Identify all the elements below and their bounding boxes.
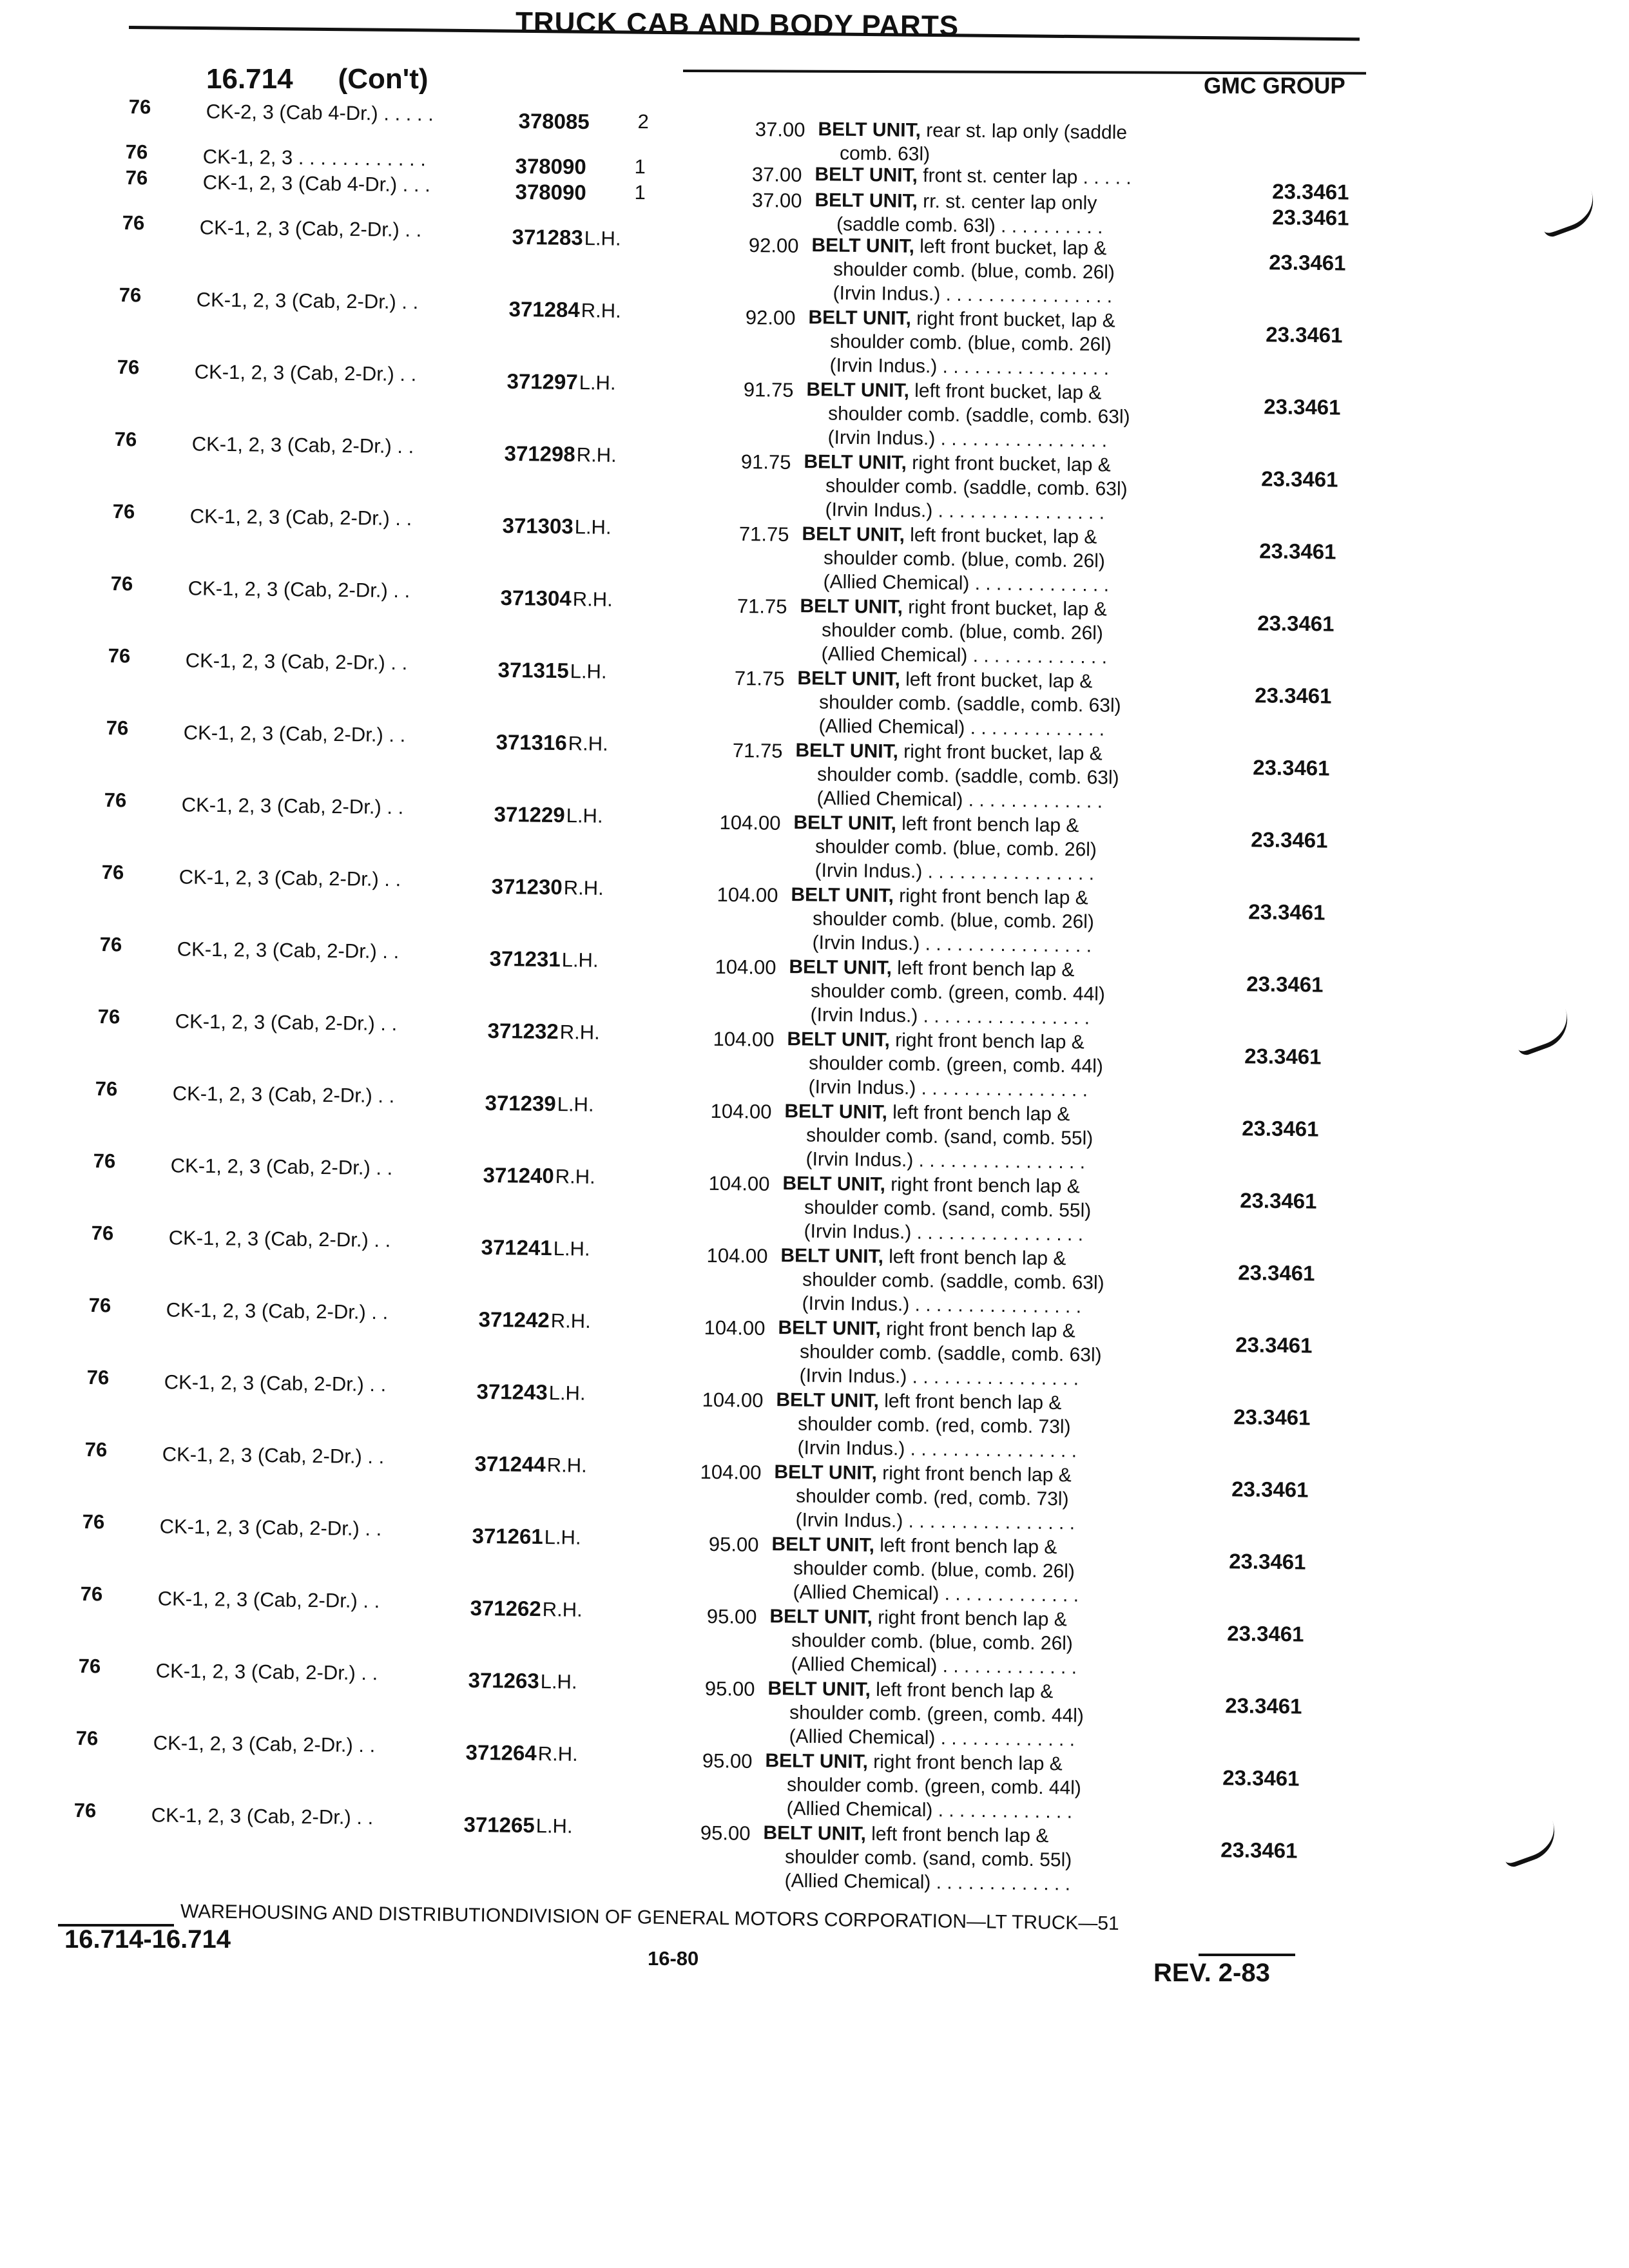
- description-name: BELT UNIT,: [776, 1389, 880, 1412]
- description-line: (Allied Chemical) . . . . . . . . . . . . .: [784, 1870, 1071, 1895]
- group-code-cell: 23.3461: [1264, 394, 1341, 419]
- part-number-cell: [468, 1668, 577, 1694]
- part-number: 371240: [483, 1162, 554, 1188]
- year-cell: 76: [78, 1655, 101, 1678]
- model-cell: CK-1, 2, 3 (Cab, 2-Dr.) . .: [166, 1298, 389, 1324]
- description-name: BELT UNIT,: [795, 740, 899, 762]
- description-name: BELT UNIT,: [800, 595, 903, 618]
- part-number: 371265: [463, 1812, 535, 1838]
- description-text: left front bench lap &: [896, 812, 1079, 837]
- side-label: L.H.: [548, 1381, 586, 1405]
- description-text: right front bench lap &: [893, 885, 1088, 909]
- description-name: BELT UNIT,: [802, 523, 905, 546]
- price-cell: 92.00: [745, 306, 796, 329]
- description-line: (Irvin Indus.) . . . . . . . . . . . . . . . .: [825, 499, 1105, 524]
- side-label: R.H.: [542, 1598, 583, 1621]
- description-line: (Allied Chemical) . . . . . . . . . . . . .: [789, 1725, 1075, 1751]
- description-text: right front bucket, lap &: [902, 596, 1107, 620]
- description-line: (Irvin Indus.) . . . . . . . . . . . . . . . .: [812, 932, 1092, 957]
- group-code-cell: 23.3461: [1244, 1044, 1322, 1069]
- year-cell: 76: [86, 1366, 110, 1389]
- description-name: BELT UNIT,: [767, 1678, 871, 1700]
- description-text: front st. center lap . . . . .: [917, 164, 1132, 189]
- description-text: rr. st. center lap only: [917, 190, 1097, 215]
- side-label: R.H.: [568, 732, 608, 755]
- description-line: (Irvin Indus.) . . . . . . . . . . . . . . . .: [804, 1220, 1084, 1245]
- description-line: (Allied Chemical) . . . . . . . . . . . . .: [821, 643, 1108, 668]
- group-code-cell: 23.3461: [1235, 1332, 1313, 1358]
- year-cell: 76: [128, 95, 151, 119]
- year-cell: 76: [75, 1727, 99, 1750]
- year-cell: 76: [119, 284, 142, 307]
- group-code-cell: 23.3461: [1257, 611, 1335, 636]
- group-code-cell: 23.3461: [1246, 972, 1324, 997]
- footer-division-text: WAREHOUSING AND DISTRIBUTIONDIVISION OF GENERAL MOTORS CORPORATION—LT TRUCK—51: [180, 1901, 1119, 1935]
- part-number-cell: [515, 180, 588, 205]
- description-name: BELT UNIT,: [789, 956, 892, 979]
- part-number: 371261: [472, 1523, 543, 1549]
- year-cell: 76: [110, 572, 133, 595]
- part-number-cell: [476, 1379, 585, 1405]
- year-cell: 76: [95, 1077, 118, 1100]
- description-line: shoulder comb. (blue, comb. 26l): [823, 547, 1106, 572]
- model-cell: CK-1, 2, 3 (Cab, 2-Dr.) . .: [181, 793, 404, 819]
- description-line: shoulder comb. (saddle, comb. 63l): [827, 403, 1130, 428]
- part-number-cell: [465, 1740, 578, 1766]
- description-line: shoulder comb. (blue, comb. 26l): [791, 1629, 1074, 1655]
- model-cell: CK-1, 2, 3 (Cab, 2-Dr.) . .: [188, 577, 410, 602]
- part-number: 371239: [485, 1090, 556, 1116]
- model-cell: CK-1, 2, 3 (Cab, 2-Dr.) . .: [168, 1226, 391, 1252]
- part-number: 371316: [496, 729, 567, 755]
- model-cell: CK-2, 3 (Cab 4-Dr.) . . . . .: [206, 100, 434, 126]
- side-label: R.H.: [576, 443, 617, 466]
- part-number: 371263: [468, 1667, 539, 1693]
- description-line: (Irvin Indus.) . . . . . . . . . . . . . . . .: [827, 427, 1108, 452]
- description-name: BELT UNIT,: [763, 1822, 867, 1845]
- group-code-cell: 23.3461: [1255, 683, 1332, 708]
- description-text: right front bucket, lap &: [898, 740, 1103, 765]
- model-cell: CK-1, 2, 3 (Cab, 2-Dr.) . .: [172, 1082, 395, 1108]
- side-label: L.H.: [557, 1093, 594, 1116]
- description-name: BELT UNIT,: [815, 189, 918, 212]
- year-cell: 76: [80, 1582, 103, 1606]
- footer-rule-right: [1199, 1954, 1295, 1956]
- price-cell: 91.75: [743, 378, 794, 401]
- side-label: L.H.: [553, 1237, 590, 1260]
- year-cell: 76: [101, 861, 124, 884]
- price-cell: 71.75: [738, 523, 789, 546]
- year-cell: 76: [114, 428, 137, 451]
- part-number-cell: [472, 1524, 581, 1550]
- side-label: L.H.: [540, 1670, 577, 1693]
- description-line: shoulder comb. (saddle, comb. 63l): [818, 691, 1121, 716]
- model-cell: CK-1, 2, 3 (Cab, 2-Dr.) . .: [151, 1803, 374, 1829]
- part-number-cell: [508, 297, 621, 323]
- description-text: right front bench lap &: [867, 1751, 1063, 1775]
- price-cell: 104.00: [715, 955, 776, 979]
- footer-range: 16.714-16.714: [64, 1925, 231, 1954]
- part-number: 371230: [491, 874, 563, 899]
- description-line: shoulder comb. (red, comb. 73l): [795, 1485, 1069, 1510]
- price-cell: 104.00: [708, 1171, 770, 1195]
- price-cell: 92.00: [748, 234, 799, 257]
- model-cell: CK-1, 2, 3 (Cab, 2-Dr.) . .: [155, 1659, 378, 1685]
- description-line: (Allied Chemical) . . . . . . . . . . . . .: [816, 787, 1103, 812]
- model-cell: CK-1, 2, 3 (Cab, 2-Dr.) . .: [170, 1154, 393, 1180]
- description-text: left front bucket, lap &: [900, 668, 1093, 693]
- year-cell: 76: [122, 211, 145, 235]
- description-text: right front bench lap &: [872, 1606, 1067, 1631]
- side-label: R.H.: [563, 876, 604, 899]
- description-name: BELT UNIT,: [778, 1317, 882, 1340]
- price-cell: 37.00: [755, 118, 805, 141]
- description-line: (Irvin Indus.) . . . . . . . . . . . . . . . .: [808, 1076, 1088, 1101]
- description-text: left front bench lap &: [878, 1390, 1062, 1414]
- year-cell: 76: [73, 1799, 97, 1822]
- description-line: comb. 63l): [839, 142, 930, 166]
- model-cell: CK-1, 2, 3 (Cab, 2-Dr.) . .: [196, 288, 419, 314]
- description-line: shoulder comb. (sand, comb. 55l): [804, 1196, 1092, 1222]
- description-line: shoulder comb. (saddle, comb. 63l): [802, 1269, 1104, 1294]
- description-line: shoulder comb. (green, comb. 44l): [808, 1052, 1104, 1077]
- side-label: L.H.: [561, 948, 599, 972]
- model-cell: CK-1, 2, 3 (Cab, 2-Dr.) . .: [177, 937, 400, 963]
- description-name: BELT UNIT,: [765, 1750, 869, 1773]
- price-cell: 95.00: [702, 1749, 753, 1773]
- group-code-cell: 23.3461: [1248, 899, 1325, 925]
- description-line: shoulder comb. (green, comb. 44l): [786, 1774, 1082, 1799]
- side-label: L.H.: [535, 1814, 573, 1838]
- price-cell: 104.00: [706, 1244, 768, 1267]
- price-cell: 91.75: [740, 450, 791, 474]
- year-cell: 76: [108, 644, 131, 668]
- description-line: shoulder comb. (blue, comb. 26l): [812, 908, 1095, 933]
- part-number: 371244: [474, 1451, 546, 1477]
- description-line: (Irvin Indus.) . . . . . . . . . . . . . . . .: [829, 354, 1110, 380]
- description-line: shoulder comb. (green, comb. 44l): [810, 980, 1106, 1005]
- year-cell: 76: [82, 1510, 105, 1533]
- price-cell: 104.00: [702, 1388, 764, 1412]
- price-cell: 104.00: [710, 1099, 772, 1123]
- group-code-cell: 23.3461: [1238, 1260, 1315, 1285]
- group-code-cell: 23.3461: [1251, 827, 1328, 852]
- part-number-cell: [494, 802, 602, 828]
- group-code-cell: 23.3461: [1272, 179, 1349, 204]
- description-text: left front bench lap &: [865, 1823, 1049, 1847]
- group-code-cell: 23.3461: [1266, 322, 1343, 347]
- description-line: shoulder comb. (sand, comb. 55l): [784, 1846, 1072, 1871]
- side-label: R.H.: [572, 588, 613, 611]
- description-text: right front bench lap &: [880, 1318, 1075, 1342]
- part-number: 371242: [478, 1307, 550, 1332]
- year-cell: 76: [88, 1294, 111, 1317]
- description-text: left front bench lap &: [874, 1534, 1057, 1559]
- part-number: 378090: [515, 153, 586, 179]
- description-cell: [762, 1821, 1162, 1897]
- side-label: R.H.: [555, 1165, 595, 1188]
- part-number-cell: [463, 1812, 572, 1838]
- price-cell: 104.00: [717, 883, 778, 907]
- model-cell: CK-1, 2, 3 (Cab, 2-Dr.) . .: [185, 649, 408, 675]
- group-code-cell: 23.3461: [1253, 755, 1330, 780]
- part-number: 371315: [497, 657, 569, 683]
- year-cell: 76: [93, 1149, 116, 1173]
- description-line: shoulder comb. (red, comb. 73l): [797, 1413, 1071, 1438]
- group-code-cell: 23.3461: [1240, 1188, 1317, 1213]
- part-number-cell: [518, 109, 591, 134]
- footer-revision: REV. 2-83: [1153, 1959, 1270, 1987]
- description-text: rear st. lap only (saddle: [920, 119, 1128, 144]
- page-title: TRUCK CAB AND BODY PARTS: [515, 6, 959, 43]
- description-line: (saddle comb. 63l) . . . . . . . . . .: [836, 213, 1103, 238]
- description-line: shoulder comb. (saddle, comb. 63l): [799, 1341, 1102, 1366]
- section-number: 16.714: [206, 63, 293, 95]
- group-code-cell: 23.3461: [1225, 1693, 1302, 1718]
- description-line: shoulder comb. (saddle, comb. 63l): [825, 475, 1128, 500]
- description-text: left front bench lap &: [883, 1245, 1066, 1270]
- part-number: 371231: [489, 946, 561, 972]
- description-text: left front bench lap &: [891, 957, 1075, 981]
- description-line: shoulder comb. (green, comb. 44l): [789, 1702, 1084, 1727]
- side-label: R.H.: [550, 1309, 591, 1332]
- description-line: shoulder comb. (blue, comb. 26l): [815, 836, 1097, 861]
- year-cell: 76: [125, 140, 148, 164]
- description-line: (Allied Chemical) . . . . . . . . . . . . .: [793, 1581, 1079, 1606]
- description-text: left front bench lap &: [870, 1678, 1054, 1703]
- description-name: BELT UNIT,: [769, 1606, 873, 1628]
- price-cell: 104.00: [713, 1027, 775, 1051]
- model-cell: CK-1, 2, 3 (Cab, 2-Dr.) . .: [157, 1587, 380, 1613]
- description-line: (Irvin Indus.) . . . . . . . . . . . . . . . .: [815, 860, 1095, 885]
- year-cell: 76: [84, 1438, 108, 1461]
- description-line: shoulder comb. (saddle, comb. 63l): [816, 764, 1119, 789]
- price-cell: 37.00: [751, 163, 802, 186]
- description-text: left front bucket, lap &: [904, 524, 1097, 548]
- part-number-cell: [481, 1235, 590, 1261]
- part-number-cell: [512, 225, 621, 251]
- description-name: BELT UNIT,: [808, 307, 912, 329]
- side-label: L.H.: [570, 660, 607, 683]
- year-cell: 76: [112, 500, 135, 523]
- part-number-cell: [506, 369, 615, 395]
- description-name: BELT UNIT,: [811, 235, 915, 257]
- model-cell: CK-1, 2, 3 (Cab, 2-Dr.) . .: [175, 1010, 398, 1035]
- part-number-cell: [489, 947, 598, 972]
- group-code-cell: 23.3461: [1269, 250, 1346, 275]
- side-label: L.H.: [544, 1526, 581, 1549]
- year-cell: 76: [99, 933, 122, 956]
- part-number-cell: [487, 1019, 600, 1044]
- part-number: 371304: [500, 585, 572, 611]
- description-name: BELT UNIT,: [774, 1461, 878, 1484]
- part-number: 371283: [512, 224, 583, 250]
- side-label: L.H.: [579, 371, 616, 394]
- side-label: L.H.: [584, 227, 621, 250]
- description-line: shoulder comb. (sand, comb. 55l): [805, 1124, 1094, 1149]
- group-code-cell: 23.3461: [1227, 1621, 1304, 1646]
- quantity-cell: 2: [637, 110, 650, 133]
- description-text: left front bench lap &: [887, 1101, 1070, 1126]
- part-number: 371232: [487, 1018, 559, 1044]
- section-continued: (Con't): [338, 63, 429, 95]
- description-name: BELT UNIT,: [787, 1028, 891, 1051]
- part-number: 371229: [494, 802, 565, 827]
- price-cell: 71.75: [737, 595, 787, 618]
- part-number-cell: [496, 730, 608, 756]
- description-line: (Allied Chemical) . . . . . . . . . . . . .: [791, 1653, 1077, 1678]
- price-cell: 95.00: [708, 1533, 759, 1556]
- price-cell: 71.75: [734, 667, 785, 690]
- footer-page-number: 16-80: [648, 1947, 699, 1970]
- part-number: 371284: [508, 296, 580, 322]
- description-line: (Irvin Indus.) . . . . . . . . . . . . . . . .: [799, 1365, 1079, 1390]
- description-line: shoulder comb. (blue, comb. 26l): [821, 619, 1104, 644]
- part-number-cell: [491, 874, 604, 900]
- side-label: R.H.: [546, 1454, 587, 1477]
- description-name: BELT UNIT,: [797, 668, 901, 690]
- description-line: (Irvin Indus.) . . . . . . . . . . . . . . . .: [805, 1148, 1086, 1173]
- price-cell: 95.00: [704, 1677, 755, 1700]
- description-line: shoulder comb. (blue, comb. 26l): [829, 331, 1112, 356]
- description-line: (Irvin Indus.) . . . . . . . . . . . . . . . .: [810, 1004, 1090, 1029]
- description-name: BELT UNIT,: [780, 1245, 884, 1267]
- description-name: BELT UNIT,: [791, 884, 894, 907]
- description-line: (Irvin Indus.) . . . . . . . . . . . . . . . .: [797, 1437, 1077, 1462]
- price-cell: 104.00: [700, 1460, 762, 1484]
- model-cell: CK-1, 2, 3 (Cab, 2-Dr.) . .: [159, 1515, 382, 1541]
- model-cell: CK-1, 2, 3 (Cab, 2-Dr.) . .: [191, 432, 414, 458]
- description-text: left front bucket, lap &: [914, 235, 1107, 260]
- model-cell: CK-1, 2, 3 (Cab, 2-Dr.) . .: [164, 1370, 387, 1396]
- description-line: shoulder comb. (blue, comb. 26l): [833, 258, 1115, 284]
- model-cell: CK-1, 2, 3 (Cab, 2-Dr.) . .: [199, 216, 422, 242]
- price-cell: 104.00: [719, 811, 781, 834]
- description-text: left front bucket, lap &: [909, 380, 1102, 404]
- model-cell: CK-1, 2, 3 . . . . . . . . . . . .: [202, 145, 427, 171]
- description-line: (Irvin Indus.) . . . . . . . . . . . . . . . .: [802, 1293, 1082, 1318]
- part-number-cell: [470, 1596, 583, 1622]
- part-number: 371264: [465, 1740, 537, 1765]
- model-cell: CK-1, 2, 3 (Cab, 2-Dr.) . .: [189, 505, 412, 530]
- group-code-cell: 23.3461: [1231, 1477, 1309, 1502]
- price-cell: 95.00: [700, 1821, 751, 1845]
- description-name: BELT UNIT,: [806, 379, 910, 401]
- price-cell: 71.75: [732, 739, 783, 762]
- part-number-cell: [483, 1163, 595, 1189]
- year-cell: 76: [91, 1222, 114, 1245]
- model-cell: CK-1, 2, 3 (Cab, 2-Dr.) . .: [153, 1731, 376, 1757]
- year-cell: 76: [125, 166, 148, 189]
- group-code-cell: 23.3461: [1233, 1405, 1311, 1430]
- part-number-cell: [497, 658, 606, 684]
- part-number-cell: [504, 441, 617, 467]
- description-name: BELT UNIT,: [804, 451, 907, 474]
- part-number: 371297: [506, 369, 578, 394]
- group-code-cell: 23.3461: [1220, 1838, 1298, 1863]
- part-number-cell: [500, 586, 613, 611]
- side-label: L.H.: [566, 804, 603, 827]
- part-number-cell: [474, 1452, 587, 1477]
- description-text: right front bench lap &: [876, 1462, 1072, 1486]
- group-code-cell: 23.3461: [1222, 1765, 1300, 1791]
- year-cell: 76: [104, 789, 127, 812]
- description-text: right front bucket, lap &: [906, 452, 1111, 476]
- description-line: shoulder comb. (blue, comb. 26l): [793, 1557, 1075, 1582]
- part-number: 371243: [476, 1379, 548, 1405]
- group-code-cell: 23.3461: [1272, 205, 1349, 230]
- description-name: BELT UNIT,: [784, 1100, 888, 1123]
- group-code-cell: 23.3461: [1229, 1549, 1306, 1574]
- side-label: R.H.: [559, 1021, 600, 1044]
- part-number: 371298: [504, 441, 575, 466]
- description-text: right front bucket, lap &: [911, 307, 1115, 332]
- description-line: (Allied Chemical) . . . . . . . . . . . . .: [818, 715, 1105, 740]
- part-number-cell: [478, 1307, 591, 1333]
- quantity-cell: 1: [634, 155, 646, 178]
- side-label: L.H.: [574, 515, 612, 539]
- description-name: BELT UNIT,: [793, 812, 897, 834]
- part-number: 371262: [470, 1595, 541, 1621]
- description-text: right front bench lap &: [889, 1029, 1084, 1053]
- part-number: 371303: [502, 513, 574, 539]
- group-label: GMC GROUP: [1204, 73, 1345, 99]
- price-cell: 37.00: [751, 189, 802, 212]
- year-cell: 76: [106, 716, 129, 740]
- description-name: BELT UNIT,: [771, 1533, 875, 1556]
- description-line: (Irvin Indus.) . . . . . . . . . . . . . . . .: [795, 1509, 1075, 1534]
- description-text: right front bench lap &: [885, 1173, 1080, 1198]
- part-number: 371241: [481, 1235, 552, 1260]
- part-number-cell: [485, 1091, 593, 1117]
- description-line: (Irvin Indus.) . . . . . . . . . . . . . . . .: [833, 282, 1113, 307]
- group-code-cell: 23.3461: [1261, 466, 1338, 492]
- side-label: R.H.: [537, 1742, 578, 1765]
- description-line: (Allied Chemical) . . . . . . . . . . . . .: [823, 571, 1110, 596]
- price-cell: 104.00: [704, 1316, 766, 1340]
- description-line: (Allied Chemical) . . . . . . . . . . . . .: [786, 1798, 1073, 1823]
- model-cell: CK-1, 2, 3 (Cab, 2-Dr.) . .: [194, 360, 417, 386]
- description-name: BELT UNIT,: [815, 164, 918, 186]
- side-label: R.H.: [581, 299, 621, 322]
- year-cell: 76: [117, 356, 140, 379]
- model-cell: CK-1, 2, 3 (Cab, 2-Dr.) . .: [162, 1443, 385, 1468]
- quantity-cell: 1: [634, 180, 646, 204]
- part-number: 378085: [518, 108, 590, 134]
- description-name: BELT UNIT,: [782, 1173, 886, 1195]
- group-code-cell: 23.3461: [1259, 539, 1336, 564]
- model-cell: CK-1, 2, 3 (Cab, 2-Dr.) . .: [183, 721, 406, 747]
- part-number-cell: [502, 514, 611, 539]
- year-cell: 76: [97, 1005, 120, 1028]
- group-code-cell: 23.3461: [1242, 1116, 1319, 1141]
- model-cell: CK-1, 2, 3 (Cab, 2-Dr.) . .: [178, 865, 401, 891]
- price-cell: 95.00: [706, 1605, 757, 1628]
- part-number: 378090: [515, 179, 586, 205]
- description-name: BELT UNIT,: [818, 119, 921, 141]
- model-cell: CK-1, 2, 3 (Cab 4-Dr.) . . .: [202, 171, 431, 197]
